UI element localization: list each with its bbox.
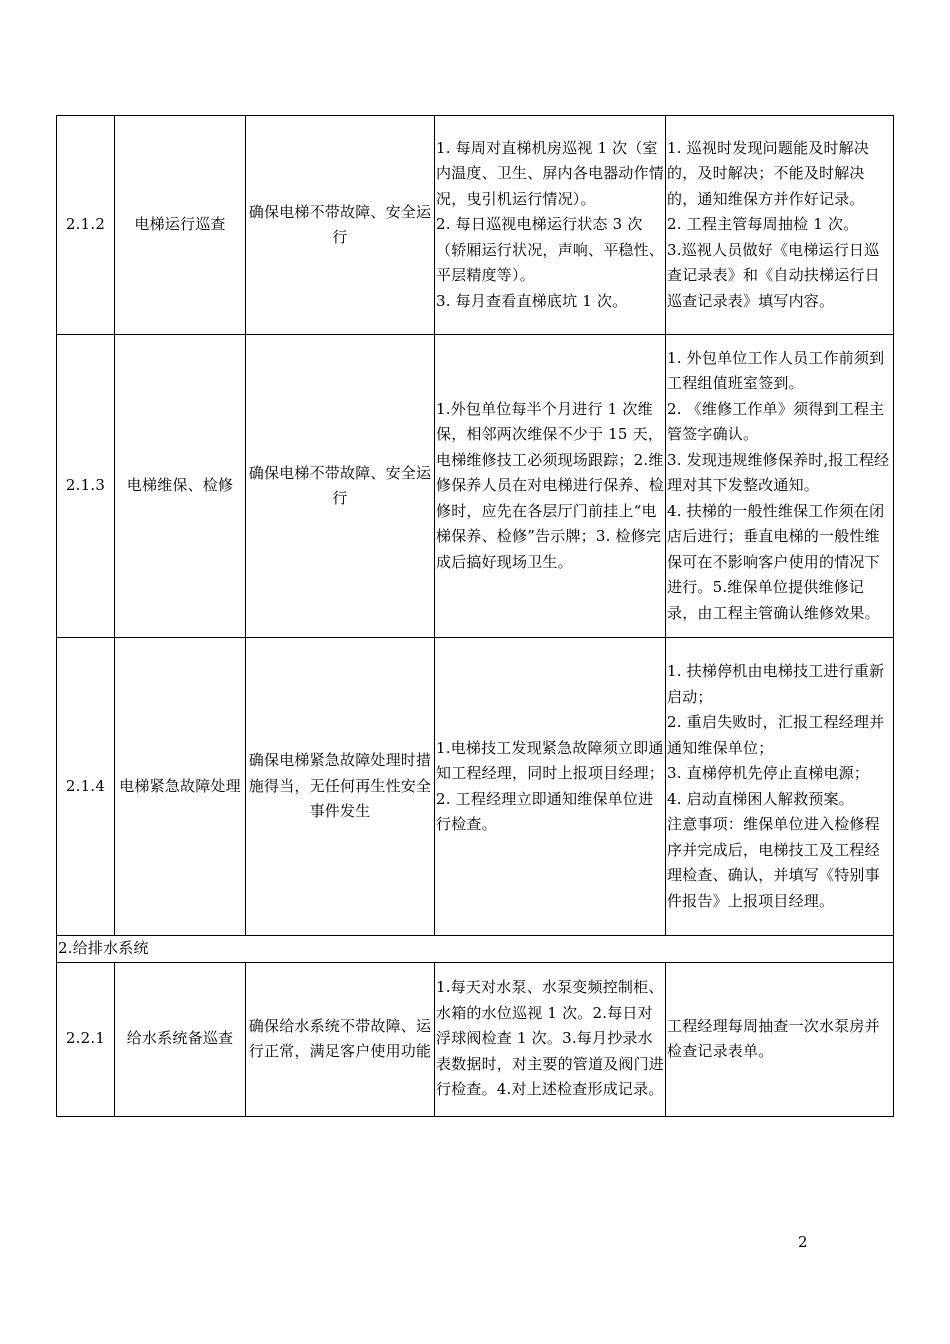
item-goal: 确保电梯紧急故障处理时措施得当，无任何再生性安全事件发生 bbox=[246, 638, 435, 936]
item-check bbox=[666, 962, 894, 1116]
item-name: 电梯运行巡查 bbox=[115, 116, 246, 335]
item-check bbox=[666, 638, 894, 936]
item-number: 2.2.1 bbox=[57, 962, 115, 1116]
item-name: 电梯维保、检修 bbox=[115, 335, 246, 638]
check-line: 4. 扶梯的一般性维保工作须在闭店后进行；垂直电梯的一般性维保可在不影响客户使用的情况下进行。5.维保单位提供维修记录，由工程主管确认维修效果。 bbox=[667, 501, 885, 622]
item-standard bbox=[435, 962, 666, 1116]
table-row bbox=[57, 962, 894, 1116]
item-goal: 确保电梯不带故障、安全运行 bbox=[246, 335, 435, 638]
item-check bbox=[666, 116, 894, 335]
item-name: 给水系统备巡查 bbox=[115, 962, 246, 1116]
check-line: 3.巡视人员做好《电梯运行日巡查记录表》和《自动扶梯运行日巡查记录表》填写内容。 bbox=[667, 240, 880, 310]
page-number: 2 bbox=[798, 1233, 808, 1251]
check-line: 2. 重启失败时，汇报工程经理并通知维保单位； bbox=[667, 713, 885, 757]
standard-line: 1.电梯技工发现紧急故障须立即通知工程经理，同时上报项目经理；2. 工程经理立即通知维保单位进行检查。 bbox=[436, 738, 665, 833]
item-goal: 确保给水系统不带故障、运行正常，满足客户使用功能 bbox=[246, 962, 435, 1116]
table-row bbox=[57, 638, 894, 936]
check-line: 2. 工程主管每周抽检 1 次。 bbox=[667, 215, 859, 234]
standard-line: 1.每天对水泵、水泵变频控制柜、水箱的水位巡视 1 次。2.每日对浮球阀检查 1 次。3.每月抄录水表数据时，对主要的管道及阀门进行检查。4.对上述检查形成记录。 bbox=[436, 978, 665, 1099]
item-standard bbox=[435, 335, 666, 638]
standard-line: 1. 每周对直梯机房巡视 1 次（室内温度、卫生、屏内各电器动作情况，曳引机运行情况）。 bbox=[436, 138, 665, 208]
table-row bbox=[57, 116, 894, 335]
section-row bbox=[57, 936, 894, 963]
check-line: 3. 直梯停机先停止直梯电源； bbox=[667, 764, 870, 782]
standard-line: 1.外包单位每半个月进行 1 次维保，相邻两次维保不少于 15 天，电梯维修技工必须现场跟踪；2.维修保养人员在对电梯进行保养、检修时，应先在各层厅门前挂上“电梯保养、检修”告示牌；3. 检修完成后搞好现场卫生。 bbox=[436, 399, 665, 571]
item-name: 电梯紧急故障处理 bbox=[115, 638, 246, 936]
standard-line: 3. 每月查看直梯底坑 1 次。 bbox=[436, 291, 628, 310]
item-goal: 确保电梯不带故障、安全运行 bbox=[246, 116, 435, 335]
item-standard bbox=[435, 116, 666, 335]
check-line: 3. 发现违规维修保养时,报工程经理对其下发整改通知。 bbox=[667, 450, 890, 495]
check-line: 1. 外包单位工作人员工作前须到工程组值班室签到。 bbox=[667, 348, 885, 393]
table-row bbox=[57, 335, 894, 638]
item-number: 2.1.3 bbox=[57, 335, 115, 638]
check-line: 1. 扶梯停机由电梯技工进行重新启动； bbox=[667, 662, 885, 706]
item-standard bbox=[435, 638, 666, 936]
procedure-table bbox=[56, 115, 894, 1117]
section-heading: 2.给排水系统 bbox=[57, 936, 894, 963]
item-check bbox=[666, 335, 894, 638]
check-line: 1. 巡视时发现问题能及时解决的，及时解决；不能及时解决的，通知维保方并作好记录。 bbox=[667, 138, 870, 208]
check-line: 4. 启动直梯困人解救预案。 bbox=[667, 789, 854, 808]
check-line: 注意事项：维保单位进入检修程序并完成后，电梯技工及工程经理检查、确认，并填写《特别事件报告》上报项目经理。 bbox=[667, 815, 880, 910]
check-line: 2. 《维修工作单》须得到工程主管签字确认。 bbox=[667, 399, 885, 444]
check-line: 工程经理每周抽查一次水泵房并检查记录表单。 bbox=[667, 1016, 880, 1060]
standard-line: 2. 每日巡视电梯运行状态 3 次（轿厢运行状况，声响、平稳性、平层精度等）。 bbox=[436, 215, 665, 285]
item-number: 2.1.4 bbox=[57, 638, 115, 936]
item-number: 2.1.2 bbox=[57, 116, 115, 335]
